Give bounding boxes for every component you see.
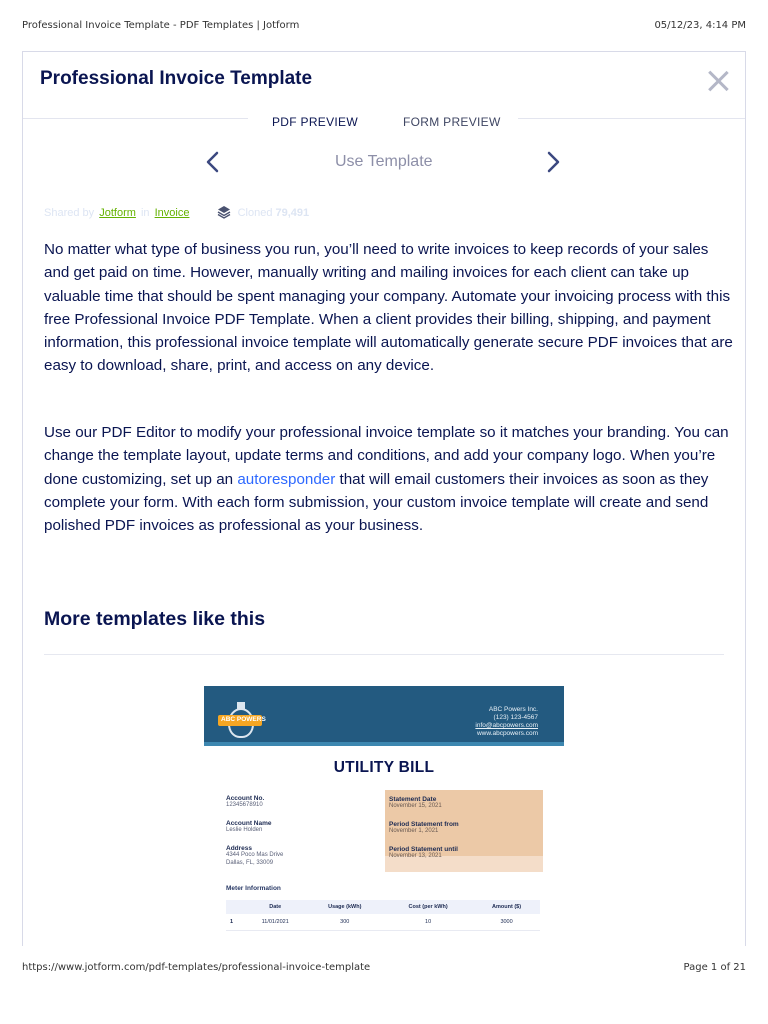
address-line-1: 4344 Poco Mas Drive (226, 852, 284, 858)
print-footer (22, 962, 746, 974)
print-url: https://www.jotform.com/pdf-templates/professional-invoice-template (22, 962, 371, 973)
description-text: that will email customers their invoices as soon as they complete your form. With each form submission, your custom invoice template will create and send polished PDF invoices as professional as your business. (44, 470, 709, 535)
template-modal (22, 51, 746, 946)
author-link[interactable]: Jotform (99, 207, 136, 219)
table-header-cell (226, 900, 244, 914)
period-until-label: Period Statement until (389, 846, 458, 853)
table-cell: 11/01/2021 (244, 914, 306, 930)
table-cell: 300 (306, 914, 383, 930)
account-no-value: 12345678910 (226, 802, 263, 808)
statement-box (385, 790, 543, 872)
next-template-button[interactable] (543, 150, 563, 174)
modal-title: Professional Invoice Template (40, 68, 313, 89)
period-until-value: November 13, 2021 (389, 853, 442, 859)
table-row (226, 914, 540, 930)
address-label: Address (226, 845, 253, 852)
in-label: in (140, 207, 150, 219)
meter-info-title: Meter Information (226, 885, 281, 892)
statement-date-field (389, 796, 442, 809)
company-name: ABC Powers Inc. (488, 706, 538, 713)
period-from-field (389, 821, 459, 834)
address-field (226, 845, 283, 867)
table-cell: 10 (383, 914, 473, 930)
print-page-title: Professional Invoice Template - PDF Templates | Jotform (22, 20, 300, 31)
chevron-right-icon (543, 150, 563, 174)
tab-form-preview[interactable]: FORM PREVIEW (403, 115, 501, 129)
table-header-cell: Amount ($) (473, 900, 540, 914)
statement-date-value: November 15, 2021 (389, 803, 442, 809)
thumbnail-header (204, 686, 564, 746)
section-divider (44, 654, 724, 655)
table-cell: 1 (226, 914, 244, 930)
period-from-value: November 1, 2021 (389, 828, 439, 834)
chevron-left-icon (203, 150, 223, 174)
table-cell: 3000 (473, 914, 540, 930)
meter-table (226, 900, 540, 931)
company-phone: (123) 123-4567 (493, 714, 538, 721)
template-thumbnail[interactable] (204, 686, 564, 946)
use-template-button[interactable]: Use Template (335, 153, 433, 170)
shared-by-label: Shared by (44, 207, 95, 219)
account-no-label: Account No. (226, 795, 265, 802)
preview-tabs (248, 106, 518, 134)
table-header-cell: Usage (kWh) (306, 900, 383, 914)
account-no-field (226, 795, 264, 810)
category-link[interactable]: Invoice (154, 207, 190, 219)
more-templates-heading: More templates like this (44, 608, 266, 630)
company-info (475, 706, 538, 738)
cloned-label: Cloned (237, 207, 273, 219)
table-header-cell: Cost (per kWh) (383, 900, 473, 914)
template-meta (44, 205, 309, 219)
company-email: info@abcpowers.com (475, 722, 538, 729)
logo-text: ABC POWERS (221, 716, 266, 723)
description-paragraph-2 (44, 421, 734, 537)
bill-title: UTILITY BILL (333, 759, 435, 776)
print-datetime: 05/12/23, 4:14 PM (654, 20, 746, 31)
previous-template-button[interactable] (203, 150, 223, 174)
company-website: www.abcpowers.com (476, 730, 538, 737)
cloned-count: 79,491 (275, 207, 310, 219)
account-name-value: Leslie Holden (226, 827, 263, 833)
print-page-number: Page 1 of 21 (683, 962, 746, 973)
header-strip (204, 742, 564, 746)
autoresponder-link[interactable]: autoresponder (237, 470, 336, 488)
period-until-field (389, 846, 458, 859)
period-from-label: Period Statement from (389, 821, 459, 828)
table-header-row (226, 900, 540, 914)
description-text: Use our PDF Editor to modify your professional invoice template so it matches your branding. You can change the template layout, update terms and conditions, and add your company logo. When you’re done customizing, set up an (44, 424, 729, 488)
statement-date-label: Statement Date (389, 796, 437, 803)
description-paragraph-1: No matter what type of business you run, you’ll need to write invoices to keep records of your sales and get paid on time. However, manually writing and mailing invoices for each client can take up valuable time that should be spent managing your company. Automate your invoicing process with this free Professional Invoice PDF Template. When a client provides their billing, shipping, and payment information, this professional invoice template will automatically generate secure PDF invoices that are easy to download, share, print, and access on any device. (44, 241, 733, 375)
layers-icon (217, 205, 231, 219)
address-line-2: Dallas, FL, 33009 (226, 859, 274, 866)
account-name-label: Account Name (226, 820, 272, 827)
lightbulb-logo-icon (218, 702, 266, 742)
account-name-field (226, 820, 272, 835)
close-icon[interactable] (707, 70, 729, 92)
table-header-cell: Date (244, 900, 306, 914)
tab-pdf-preview[interactable]: PDF PREVIEW (272, 115, 358, 129)
print-header (22, 20, 746, 32)
